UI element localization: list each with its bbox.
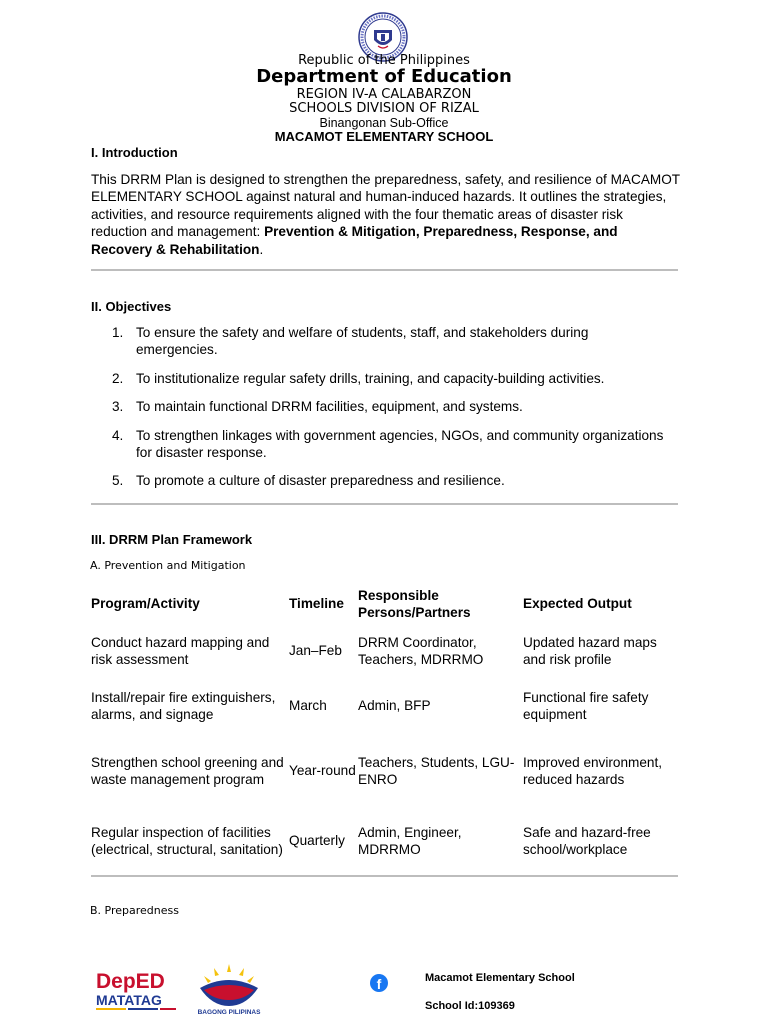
header-school-name: MACAMOT ELEMENTARY SCHOOL (274, 129, 494, 144)
objective-number: 1. (112, 325, 124, 340)
introduction-text-end: . (259, 241, 264, 257)
table-cell: Regular inspection of facilities (electrical, structural, sanitation) (91, 824, 283, 857)
deped-logo-text: DepED (96, 970, 165, 993)
objective-text: To ensure the safety and welfare of students, staff, and stakeholders during emergencies. (136, 325, 589, 358)
table-cell: Quarterly (289, 833, 345, 849)
table-header-row (91, 584, 683, 624)
matatag-logo-text: MATATAG (96, 992, 162, 1008)
table-cell: Functional fire safety equipment (523, 689, 649, 722)
header-sub-office: Binangonan Sub-Office (319, 116, 449, 130)
table-cell: Strengthen school greening and waste management program (91, 754, 284, 787)
objective-text: To maintain functional DRRM facilities, equipment, and systems. (136, 399, 523, 415)
table-cell: Updated hazard maps and risk profile (523, 634, 657, 667)
table-cell: Teachers, Students, LGU-ENRO (358, 754, 515, 787)
header-republic: Republic of the Philippines (298, 53, 470, 68)
table-cell: Install/repair fire extinguishers, alarms, and signage (91, 689, 276, 722)
objective-number: 3. (112, 399, 124, 415)
objective-number: 4. (112, 427, 124, 443)
table-row (91, 808, 683, 874)
header-department: Department of Education (256, 66, 512, 87)
section-divider (91, 503, 678, 505)
objectives-title: II. Objectives (91, 299, 172, 314)
objective-number: 2. (112, 370, 124, 386)
table-cell: DRRM Coordinator, Teachers, MDRRMO (358, 634, 484, 667)
introduction-text: This DRRM Plan is designed to strengthen the preparedness, safety, and resilience of MACAMOT ELEMENTARY SCHOOL against natural and human-induced hazards. It outlines the strategies, activities, and resource requirements aligned with the four thematic areas of disaster risk reduction and management: (91, 172, 680, 240)
subsection-prevention-mitigation: A. Prevention and Mitigation (90, 559, 246, 572)
table-row (91, 734, 683, 808)
table-cell: Safe and hazard-free school/workplace (523, 824, 651, 857)
column-header-program: Program/Activity (91, 596, 200, 612)
column-header-responsible: Responsible Persons/Partners (358, 587, 471, 620)
facebook-icon[interactable]: f (370, 974, 388, 992)
subsection-preparedness: B. Preparedness (90, 904, 179, 917)
table-cell: March (289, 698, 327, 714)
framework-title: III. DRRM Plan Framework (91, 532, 253, 547)
section-divider (91, 269, 678, 271)
introduction-paragraph (91, 171, 681, 258)
table-cell: Conduct hazard mapping and risk assessment (91, 634, 270, 667)
table-cell: Year-round (289, 763, 356, 779)
table-cell: Improved environment, reduced hazards (523, 754, 663, 787)
prevention-mitigation-table (91, 584, 683, 874)
objectives-list (112, 324, 672, 501)
objective-item (112, 370, 672, 387)
introduction-title: I. Introduction (91, 145, 178, 160)
objective-item (112, 427, 672, 462)
table-cell: Admin, BFP (358, 698, 431, 714)
section-divider (91, 875, 678, 877)
objective-item (112, 398, 672, 415)
objective-text: To institutionalize regular safety drills, training, and capacity-building activities. (136, 370, 605, 386)
table-cell: Admin, Engineer, MDRRMO (358, 824, 462, 857)
objective-text: To promote a culture of disaster preparedness and resilience. (136, 473, 505, 489)
bagong-pilipinas-logo (186, 962, 272, 1016)
objective-item (112, 324, 672, 359)
bagong-pilipinas-text: BAGONG PILIPINAS (197, 1009, 261, 1016)
table-cell: Jan–Feb (289, 643, 342, 659)
objective-number: 5. (112, 473, 124, 489)
footer-school-name: Macamot Elementary School (425, 972, 575, 984)
header-region: REGION IV-A CALABARZON (296, 87, 472, 102)
header-division: SCHOOLS DIVISION OF RIZAL (289, 101, 479, 116)
objective-item (112, 472, 672, 489)
deped-matatag-logo (90, 962, 186, 1014)
footer-school-id: School Id:109369 (425, 1000, 515, 1012)
introduction-thematic-areas: Prevention & Mitigation, Preparedness, Response, and Recovery & Rehabilitation (91, 224, 618, 257)
column-header-timeline: Timeline (289, 596, 344, 612)
table-row (91, 678, 683, 734)
column-header-output: Expected Output (523, 596, 632, 612)
table-row (91, 624, 683, 678)
objective-text: To strengthen linkages with government agencies, NGOs, and community organizations for disaster response. (136, 427, 664, 461)
